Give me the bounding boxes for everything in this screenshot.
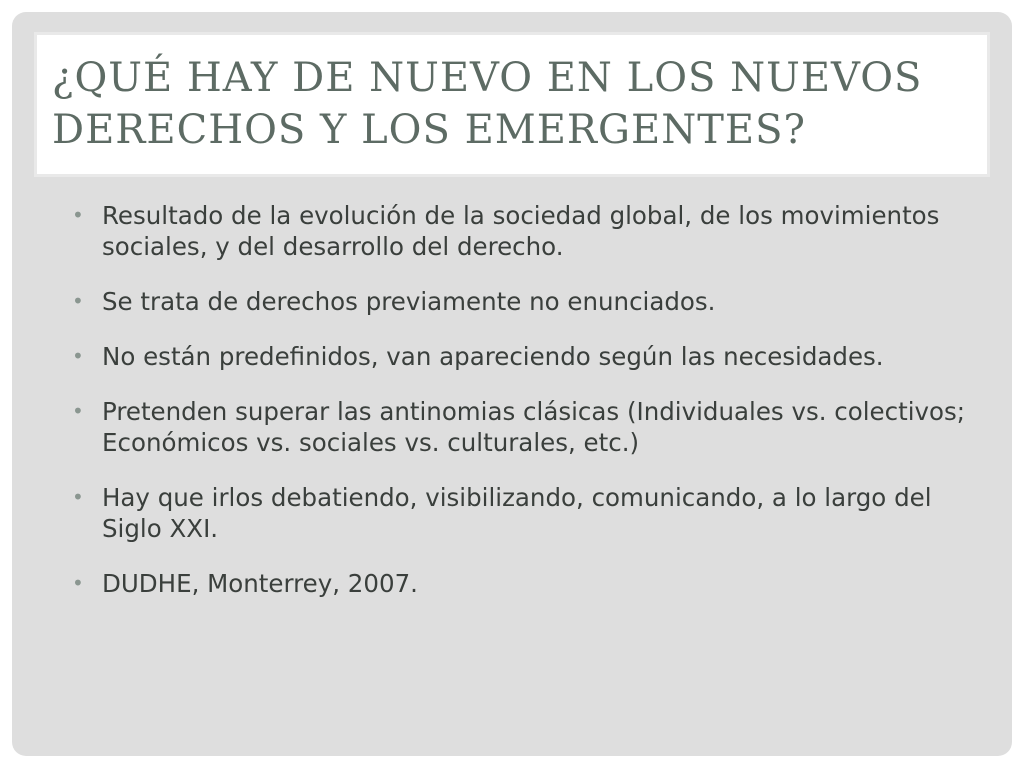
bullet-text: Resultado de la evolución de la sociedad global, de los movimientos sociales, y del desarrollo del derecho.	[102, 201, 940, 261]
bullet-icon: •	[72, 399, 84, 423]
bullet-icon: •	[72, 485, 84, 509]
bullet-item	[70, 200, 970, 262]
bullet-text: Hay que irlos debatiendo, visibilizando, comunicando, a lo largo del Siglo XXI.	[102, 483, 932, 543]
bullet-text: No están predefinidos, van apareciendo según las necesidades.	[102, 342, 884, 371]
slide-title: ¿QUÉ HAY DE NUEVO EN LOS NUEVOS DERECHOS Y LOS EMERGENTES?	[52, 55, 923, 153]
bullet-icon: •	[72, 344, 84, 368]
bullet-item	[70, 286, 970, 317]
bullet-item	[70, 396, 970, 458]
bullet-item	[70, 341, 970, 372]
bullet-item	[70, 482, 970, 544]
bullet-text: Pretenden superar las antinomias clásicas (Individuales vs. colectivos; Económicos vs. sociales vs. culturales, etc.)	[102, 397, 966, 457]
bullet-icon: •	[72, 571, 84, 595]
bullet-item	[70, 568, 970, 599]
slide	[12, 12, 1012, 756]
bullet-text: DUDHE, Monterrey, 2007.	[102, 569, 418, 598]
bullet-list	[70, 200, 970, 623]
bullet-icon: •	[72, 203, 84, 227]
bullet-icon: •	[72, 289, 84, 313]
bullet-text: Se trata de derechos previamente no enunciados.	[102, 287, 716, 316]
